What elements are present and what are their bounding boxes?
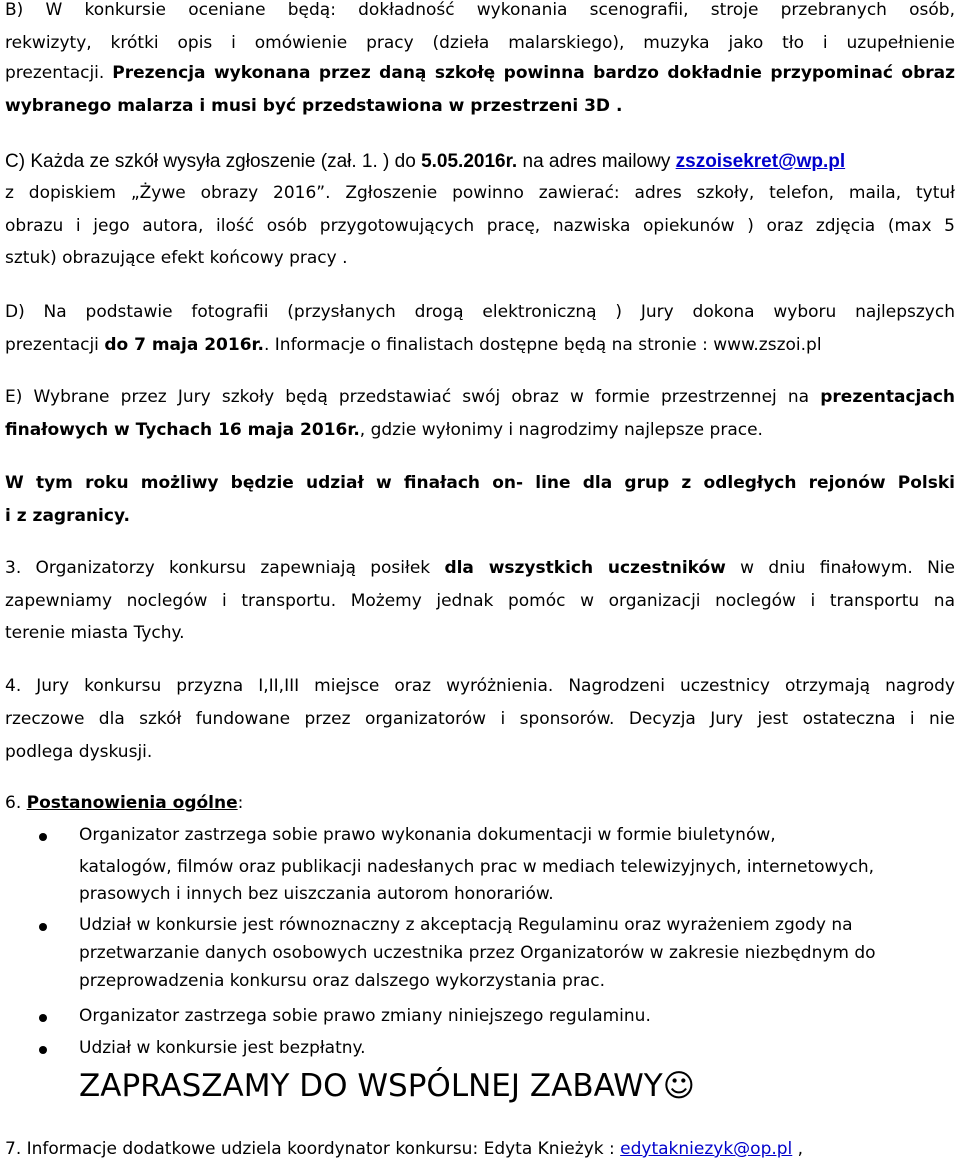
section-e-line-2-bold: finałowych w Tychach 16 maja 2016r. [5,420,360,440]
section-c-line-3: obrazu i jego autora, ilość osób przygotowujących pracę, nazwiska opiekunów ) oraz zdjęcia (max 5 [5,216,955,236]
section-b-line-4 [5,98,622,115]
section-c-line-2 [5,185,955,202]
section-b-line-3-text: prezentacji. [5,63,113,83]
online-note-text-1: W tym roku możliwy będzie udział w finałach on- line dla grup z odległych rejonów Polski [5,473,955,493]
section-c-text-a: C) Każda ze szkół wysyła zgłoszenie (zał. 1. ) do [5,151,422,172]
bullet-3-line-1: Organizator zastrzega sobie prawo zmiany niniejszego regulaminu. [79,1006,651,1026]
online-note-line-1 [5,475,955,492]
section-e-line-2 [5,422,763,439]
section-d-line-2-b: . Informacje o finalistach dostępne będą na stronie : www.zszoi.pl [263,335,822,355]
bullet-dot [39,1014,47,1022]
section-c-line-2-b: Zgłoszenie powinno zawierać: adres szkoły, telefon, maila, tytuł [345,183,955,203]
point-6-heading-text: Postanowienia ogólne [26,793,238,813]
section-b-line-3-bold: Prezencja wykonana przez daną szkołę powinna bardzo dokładnie przypominać obraz [112,63,955,83]
point-3-line-1-a: 3. Organizatorzy konkursu zapewniają posiłek [5,558,445,578]
point-6-heading [5,795,243,812]
bullet-2-line-1: Udział w konkursie jest równoznaczny z akceptacją Regulaminu oraz wyrażeniem zgody na [79,915,853,935]
section-c-text-b: na adres mailowy [517,151,676,172]
section-e-line-2-b: , gdzie wyłonimy i nagrodzimy najlepsze prace. [359,420,763,440]
point-7-text: 7. Informacje dodatkowe udziela koordynator konkursu: Edyta Knieżyk : [5,1139,621,1159]
bullet-dot [39,923,47,931]
point-7-line [5,1141,803,1158]
section-c-line-2-a: z dopiskiem „Żywe obrazy 2016”. [5,183,346,203]
point-3-line-3: terenie miasta Tychy. [5,623,185,643]
section-c-deadline: 5.05.2016r. [421,151,518,172]
bullet-dot [39,1046,47,1054]
bullet-4-line-1: Udział w konkursie jest bezpłatny. [79,1038,366,1058]
bullet-1-line-3: prasowych i innych bez uiszczania autorom honorariów. [79,884,554,904]
section-b-line-4-bold: wybranego malarza i musi być przedstawiona w przestrzeni 3D . [5,96,623,116]
online-note-text-2: i z zagranicy. [5,506,130,526]
section-b-line-2: rekwizyty, krótki opis i omówienie pracy (dzieła malarskiego), muzyka jako tło i uzupełnienie [5,33,955,53]
coordinator-email-link[interactable]: edytakniezyk@op.pl [620,1139,793,1159]
section-d-line-2-a: prezentacji [5,335,105,355]
point-4-line-3: podlega dyskusji. [5,742,153,762]
section-c-line-1 [5,152,845,171]
point-3-line-1-bold: dla wszystkich uczestników [444,558,726,578]
bullet-2-line-3: przeprowadzenia konkursu oraz dalszego wykorzystania prac. [79,971,606,991]
online-note-line-2 [5,508,130,525]
section-b-line-3 [5,65,955,82]
section-e-line-1-bold: prezentacjach [820,387,955,407]
invitation-text: ZAPRASZAMY DO WSPÓLNEJ ZABAWY [79,1068,663,1104]
bullet-1-line-2: katalogów, filmów oraz publikacji nadesłanych prac w mediach telewizyjnych, internetowych, [79,857,875,877]
section-d-line-2 [5,337,822,354]
bullet-dot [39,833,47,841]
point-7-tail: , [792,1139,804,1159]
point-4-line-1: 4. Jury konkursu przyzna I,II,III miejsce oraz wyróżnienia. Nagrodzeni uczestnicy otrzymają nagrody [5,676,955,696]
bullet-1-line-1: Organizator zastrzega sobie prawo wykonania dokumentacji w formie biuletynów, [79,825,776,845]
point-6-colon: : [237,793,244,813]
point-3-line-1-b: w dniu finałowym. Nie [725,558,955,578]
invitation-heading [79,1068,696,1104]
point-3-line-1 [5,560,955,577]
section-c-line-4: sztuk) obrazujące efekt końcowy pracy . [5,248,348,268]
point-6-number: 6. [5,793,27,813]
point-3-line-2: zapewniamy noclegów i transportu. Możemy jednak pomóc w organizacji noclegów i transportu na [5,591,955,611]
submission-email-link[interactable]: zszoisekret@wp.pl [675,151,846,172]
section-b-line-1: B) W konkursie oceniane będą: dokładność wykonania scenografii, stroje przebranych osób, [5,0,955,20]
point-4-line-2: rzeczowe dla szkół fundowane przez organizatorów i sponsorów. Decyzja Jury jest ostateczna i nie [5,709,955,729]
smiley-icon: ☺ [662,1068,696,1104]
section-e-line-1-a: E) Wybrane przez Jury szkoły będą przedstawiać swój obraz w formie przestrzennej na [5,387,821,407]
bullet-2-line-2: przetwarzanie danych osobowych uczestnika przez Organizatorów w zakresie niezbędnym do [79,943,876,963]
section-e-line-1 [5,389,955,406]
section-d-line-1: D) Na podstawie fotografii (przysłanych drogą elektroniczną ) Jury dokona wyboru najlepszych [5,302,955,322]
section-d-date: do 7 maja 2016r. [104,335,264,355]
